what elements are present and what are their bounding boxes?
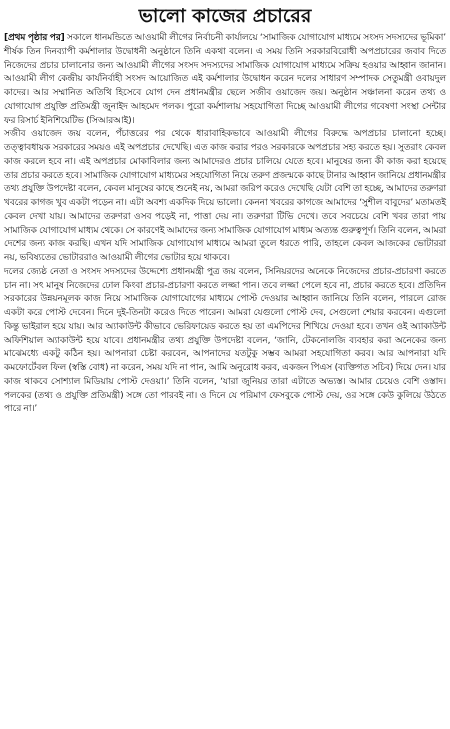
continuation-kicker: [প্রথম পৃষ্ঠার পর] [4,33,65,43]
article-paragraph-text: সকালে ধানমন্ডিতে আওয়ামী লীগের নির্বাচনী কার্যালয়ে ‘সামাজিক যোগাযোগ মাধ্যমে সংসদ সদস্যদের ভূমিকা’ শীর্ষক তিন দিনব্যাপী কর্মশালার উদ্বোধনী অনুষ্ঠানে তিনি একথা বলেন। এ সময় তিনি সরকারবিরোধী অপপ্রচারের জবাব দিতে নিজেদের প্রচার চালানোর জন্য আওয়ামী লীগের সংসদ সদস্যদের সামাজিক যোগাযোগ মাধ্যমে সক্রিয় হওয়ার আহ্বান জানান। আওয়ামী লীগ কেন্দ্রীয় কার্যনির্বাহী সংসদ আয়োজিত এই কর্মশালার উদ্বোধন করেন দলের সাধারণ সম্পাদক সেতুমন্ত্রী ওবায়দুল কাদের। আর সম্মানিত অতিথি হিসেবে যোগ দেন প্রধানমন্ত্রীর ছেলে সজীব ওয়াজেদ জয়। অনুষ্ঠান সঞ্চালনা করেন তথ্য ও যোগাযোগ প্রযুক্তি প্রতিমন্ত্রী জুনাইদ আহমেদ পলক। পুরো কর্মশালায় সহযোগিতা দিচ্ছে আওয়ামী লীগের গবেষণা সংস্থা সেন্টার ফর রিসার্চ ইনিশিয়েটিভ (সিআরআই)। [4,33,446,126]
article-paragraph-1 [4,32,446,128]
article-headline: ভালো কাজের প্রচারের [138,5,312,27]
article-paragraph-2: সজীব ওয়াজেদ জয় বলেন, পঁচাত্তরের পর থেকে ধারাবাহিকভাবে আওয়ামী লীগের বিরুদ্ধে অপপ্রচার চালানো হচ্ছে। তত্ত্বাবধায়ক সরকারের সময়ও এই অপপ্রচার দেখেছি। এত কাজ করার পরও সরকারকে অপপ্রচার সহ্য করতে হয়। সুতরাং কেবল কাজ করলে হবে না। এই অপপ্রচার মোকাবিলার জন্য আমাদেরও প্রচার চালিয়ে যেতে হবে। মানুষের জন্য কী কাজ করা হয়েছে তার প্রচার করতে হবে। সামাজিক যোগাযোগ মাধ্যমের সহযোগিতা নিয়ে তরুণ প্রজন্মকে কাছে টানার আহ্বান জানিয়ে প্রধানমন্ত্রীর তথ্য প্রযুক্তি উপদেষ্টা বলেন, কেবল মানুষের কাছে শুনেই নয়, আমরা জরিপ করেও দেখেছি যেটা বেশি তা হচ্ছে, আমাদের তরুণরা খবরের কাগজ খুব একটা পড়েন না। এটা অবশ্য একদিক দিয়ে ভালো। কেননা খবরের কাগজে আমাদের ‘সুশীল বাবুদের’ মতামতই কেবল দেখা যায়। আমাদের তরুণরা ওসব পড়েই না, পাত্তা দেয় না। তরুণরা টিভি দেখে। তবে সবচেয়ে বেশি খবর তারা পায় সামাজিক যোগাযোগ মাধ্যম থেকে। সে কারণেই আমাদের জন্য সামাজিক যোগাযোগ মাধ্যম অত্যন্ত গুরুত্বপূর্ণ। তিনি বলেন, আমরা দেশের জন্য কাজ করছি। এখন যদি সামাজিক যোগাযোগ মাধ্যমে আমরা তুলে ধরতে পারি, তাহলে কেবল আজকের ভোটাররা নয়, ভবিষ্যতের ভোটাররাও আওয়ামী লীগের ভোটার হয়ে থাকবে। [4,129,446,263]
article-body [4,32,446,417]
article-paragraph-3: দলের জ্যেষ্ঠ নেতা ও সংসদ সদস্যদের উদ্দেশ্যে প্রধানমন্ত্রী পুত্র জয় বলেন, সিনিয়রদের অনেকে নিজেদের প্রচার-প্রচারণা করতে চান না। সৎ মানুষ নিজেদের ঢোল কিংবা প্রচার-প্রচারণা করতে লজ্জা পান। তবে লজ্জা পেলে হবে না, প্রচার করতে হবে। প্রতিদিন সরকারের উন্নয়নমূলক কাজ নিয়ে সামাজিক যোগাযোগের মাধ্যমে পোস্ট দেওয়ার আহ্বান জানিয়ে তিনি বলেন, পারলে রোজ একটা করে পোস্ট দেবেন। দিনে দুই-তিনটা করেও দিতে পারেন। আমরা যেগুলো পোস্ট দেব, সেগুলো শেয়ার করবেন। এগুলো কিন্তু ভাইরাল হয়ে যায়। আর অ্যাকাউন্ট কীভাবে ভেরিফায়েড করতে হয় তা এমপিদের শিখিয়ে দেওয়া হবে। তখন ওই অ্যাকাউন্ট অফিশিয়াল অ্যাকাউন্ট হয়ে যাবে। প্রধানমন্ত্রীর তথ্য প্রযুক্তি উপদেষ্টা বলেন, ‘জানি, টেকনোলজি ব্যবহার করা অনেকের জন্য মাঝেমধ্যে একটু কঠিন হয়। আপনারা চেষ্টা করবেন, আপনাদের যতটুকু সম্ভব আমরা সহযোগিতা করব। আর আপনারা যদি কমফোর্টেবল ফিল (স্বস্তি বোধ) না করেন, সময় যদি না পান, আমি অনুরোধ করব, একজন পিএস (ব্যক্তিগত সচিব) দিয়ে দেন। যার কাজ থাকবে সোশ্যাল মিডিয়ায় পোস্ট দেওয়া।’ তিনি বলেন, ‘যারা জুনিয়র তারা এটাতে অভ্যস্ত। আমার চেয়েও বেশি ওস্তাদ। পলকের (তথ্য ও প্রযুক্তি প্রতিমন্ত্রী) সঙ্গে তো পারবই না। ও দিনে যে পরিমাণ ফেসবুকে পোস্ট দেয়, ওর সঙ্গে কেউ কুলিয়ে উঠতে পারে না।’ [4,266,446,415]
